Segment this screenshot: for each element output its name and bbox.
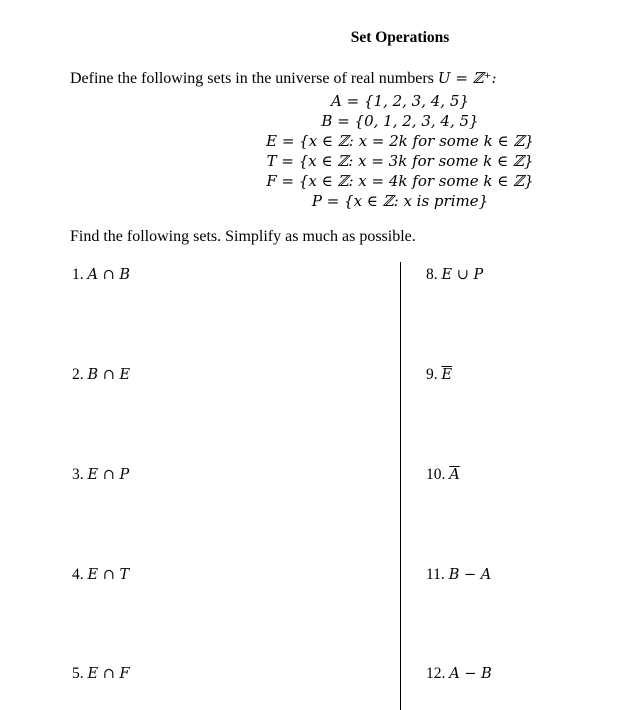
problem-expression: $\overline{E}$: [441, 367, 453, 383]
problem-expression: B − A: [448, 567, 492, 583]
problem-number: 4.: [72, 566, 84, 583]
problem-9: [426, 366, 452, 384]
problem-expression: E ∪ P: [441, 267, 484, 283]
problem-2: [72, 366, 130, 384]
problem-10: [426, 466, 460, 484]
problem-expression: E ∩ F: [87, 666, 130, 682]
problem-4: [72, 566, 129, 584]
problem-8: [426, 266, 483, 284]
problem-expression: E ∩ P: [87, 467, 130, 483]
problem-expression: $\overline{A}$: [449, 467, 460, 483]
problem-number: 11.: [426, 566, 445, 583]
universe-definition: U = ℤ⁺:: [437, 69, 497, 87]
problem-5: [72, 665, 130, 683]
problem-number: 2.: [72, 366, 84, 383]
problem-number: 8.: [426, 266, 438, 283]
instruction-text: Find the following sets. Simplify as much as possible.: [70, 228, 416, 245]
problem-expression: A − B: [449, 666, 492, 682]
problem-number: 5.: [72, 665, 84, 682]
definition-a: A = {1, 2, 3, 4, 5}: [331, 92, 469, 110]
problem-number: 10.: [426, 466, 446, 483]
column-divider: [400, 262, 401, 710]
problem-number: 9.: [426, 366, 438, 383]
problem-expression: A ∩ B: [87, 267, 130, 283]
problem-number: 1.: [72, 266, 84, 283]
problem-expression: B ∩ E: [87, 367, 131, 383]
set-definitions: [0, 91, 627, 211]
problem-1: [72, 266, 130, 284]
definition-e: E = {x ∈ ℤ: x = 2k for some k ∈ ℤ}: [266, 132, 534, 150]
definition-f: F = {x ∈ ℤ: x = 4k for some k ∈ ℤ}: [266, 172, 534, 190]
problem-12: [426, 665, 492, 683]
definition-p: P = {x ∈ ℤ: x is prime}: [311, 192, 489, 210]
definition-t: T = {x ∈ ℤ: x = 3k for some k ∈ ℤ}: [266, 152, 534, 170]
intro-sentence: Define the following sets in the universe of real numbers: [70, 70, 434, 87]
intro-text: [70, 69, 497, 88]
problem-11: [426, 566, 491, 584]
problem-number: 12.: [426, 665, 446, 682]
problem-3: [72, 466, 129, 484]
problem-number: 3.: [72, 466, 84, 483]
definition-b: B = {0, 1, 2, 3, 4, 5}: [321, 112, 479, 130]
problem-expression: E ∩ T: [87, 567, 130, 583]
page-title: Set Operations: [350, 29, 450, 46]
